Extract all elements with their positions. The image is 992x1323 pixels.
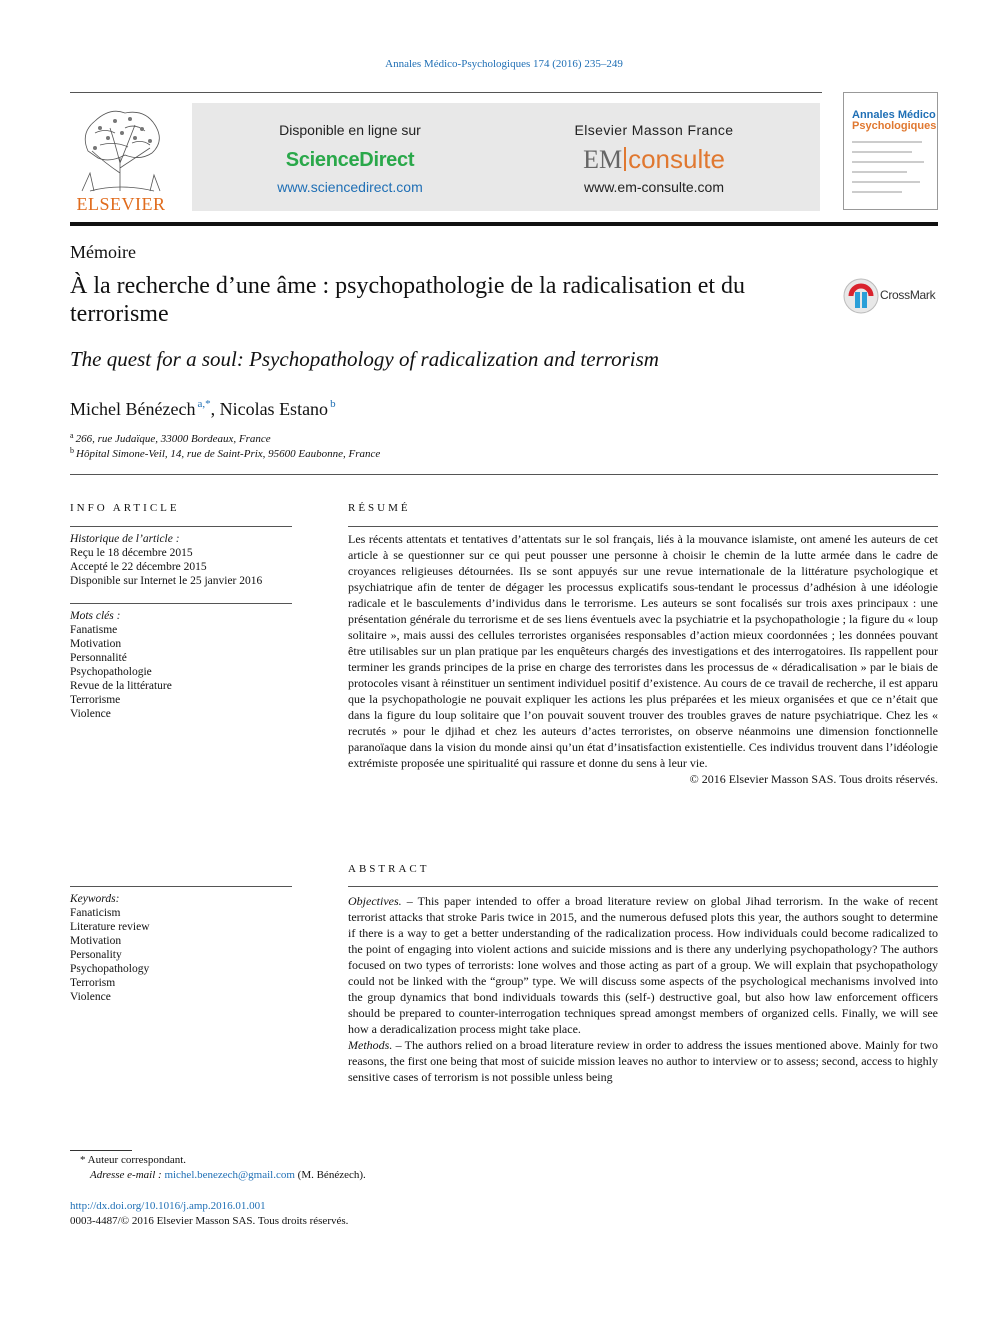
em-consulte-publisher: Elsevier Masson France	[574, 122, 734, 138]
article-title-en: The quest for a soul: Psychopathology of radicalization and terrorism	[70, 347, 659, 371]
sciencedirect-available-label: Disponible en ligne sur	[279, 122, 421, 138]
em-consulte-link[interactable]: www.em-consulte.com	[583, 179, 725, 195]
objectives-text: – This paper intended to offer a broad literature review on global Jihad terrorism. In the wake of recent terrorist attacks that stroke Paris twice in 2015, and the numerous defused plots this year, the authors sought to determine if there is a way to get a better understanding of the radicalization process. How individuals could become radicalized to the point of engaging into violent actions and suicide missions and is there any underlying psychopathology? The authors focused on two types of terrorists: lone wolves and those acting as part of a group. We will explain that psychopathology could not be linked with the “group” type. We will discuss some aspects of the psychological mechanisms involved into the group dynamics that bond individuals towards this (self-) destructive goal, but also how law enforcement officers should be prepared to counter-interrogation techniques spread amongst members of organized cells. Finally, we will see how a deradicalization process might take place.	[348, 894, 938, 1036]
history-label: Historique de l’article :	[70, 533, 180, 545]
journal-cover-thumbnail[interactable]	[843, 92, 938, 210]
resume-copyright: © 2016 Elsevier Masson SAS. Tous droits réservés.	[689, 772, 938, 786]
abstract-methods	[348, 1037, 938, 1085]
email-note	[90, 1168, 366, 1183]
keyword-fr: Motivation	[70, 638, 122, 650]
author-affiliation-marker[interactable]: a,*	[197, 398, 211, 410]
affiliation-marker: b	[70, 446, 74, 455]
header-rule	[70, 474, 938, 475]
affiliation-marker: a	[70, 431, 74, 440]
sciencedirect-link[interactable]: www.sciencedirect.com	[277, 179, 423, 195]
issn-copyright: 0003-4487/© 2016 Elsevier Masson SAS. Tous droits réservés.	[70, 1215, 349, 1227]
cover-line	[852, 191, 902, 193]
keywords-fr	[70, 609, 292, 721]
history-item: Disponible sur Internet le 25 janvier 2016	[70, 575, 263, 587]
keyword-en: Psychopathology	[70, 963, 150, 975]
keyword-fr: Revue de la littérature	[70, 680, 172, 692]
resume-heading: RÉSUMÉ	[348, 502, 411, 514]
keyword-en: Personality	[70, 949, 122, 961]
banner-rule	[70, 222, 938, 226]
abstract-rule	[348, 886, 938, 887]
keyword-fr: Fanatisme	[70, 624, 118, 636]
journal-reference[interactable]: Annales Médico-Psychologiques 174 (2016) 235–249	[385, 58, 623, 70]
methods-text: – The authors relied on a broad literature review in order to address the issues mentioned above. Mainly for two reasons, the first one being that most of suicide mission leaves no author to interview or to assess; second, access to highly sensitive cases of terrorism is not possible unless being	[348, 1038, 938, 1084]
article-section-type: Mémoire	[70, 242, 136, 262]
keyword-fr: Personnalité	[70, 652, 127, 664]
keyword-en: Literature review	[70, 921, 150, 933]
resume-body	[348, 531, 938, 787]
cover-title-2: Psychologiques	[852, 120, 937, 132]
keywords-fr-label: Mots clés :	[70, 610, 121, 622]
em-consulte-logo-consulte: consulte	[628, 144, 725, 174]
em-consulte-logo	[504, 144, 804, 175]
article-history	[70, 532, 292, 588]
cover-line	[852, 151, 912, 153]
cover-line	[852, 141, 922, 143]
cover-line	[852, 161, 924, 163]
keyword-en: Fanaticism	[70, 907, 121, 919]
info-article-heading: INFO ARTICLE	[70, 502, 180, 514]
article-title-fr: À la recherche d’une âme : psychopathologie de la radicalisation et du terrorisme	[70, 273, 746, 327]
author-separator: ,	[210, 399, 216, 419]
objectives-label: Objectives.	[348, 894, 402, 908]
elsevier-wordmark: ELSEVIER	[76, 194, 166, 214]
em-consulte-logo-em: EM	[583, 145, 623, 174]
keyword-fr: Violence	[70, 708, 111, 720]
author-affiliation-marker[interactable]: b	[330, 398, 336, 410]
keyword-fr: Terrorisme	[70, 694, 121, 706]
keywords-en-label: Keywords:	[70, 893, 120, 905]
crossmark-label[interactable]: CrossMark	[880, 288, 936, 302]
email-link[interactable]: michel.benezech@gmail.com	[164, 1169, 295, 1181]
author-list	[70, 398, 336, 420]
author-name: Michel Bénézech	[70, 399, 196, 419]
author-name: Nicolas Estano	[219, 399, 329, 419]
info-rule	[70, 886, 292, 887]
cover-line	[852, 181, 920, 183]
resume-rule	[348, 526, 938, 527]
abstract-body	[348, 893, 938, 1085]
affiliation	[70, 431, 271, 445]
abstract-heading: ABSTRACT	[348, 863, 430, 875]
cover-title-1: Annales Médico	[852, 109, 936, 121]
history-item: Reçu le 18 décembre 2015	[70, 547, 193, 559]
info-rule	[70, 526, 292, 527]
corresponding-author-note	[80, 1153, 186, 1168]
affiliation	[70, 446, 380, 460]
resume-paragraph: Les récents attentats et tentatives d’attentats sur le sol français, liés à la mouvance islamiste, ont amené les auteurs de cet article à se questionner sur ce qui peut pousser une personne à choisir le chemin de la lutte armée dans le cadre de croyances religieuses détournées. Ils se sont appuyés sur une revue internationale de la littérature psychologique et psychiatrique afin de tenter de dégager les processus explicatifs sous-tendant le processus d’adhésion à une idéologie radicale et le basculements d’individus dans le terrorisme. Les auteurs se sont focalisés sur trois axes principaux : une présentation générale du terrorisme et de ses liens éventuels avec la psychiatrie et la psychopathologie ; la figure du « loup solitaire », mais aussi des cellules terroristes organisées responsables d’action mieux coordonnées ; les données pouvant être utilisables sur un plan pratique par les enquêteurs chargés des investigations et des interrogatoires. Ils rappellent pour terminer les grands principes de la prise en charge des terroristes dans les processus de « déradicalisation » par le biais de protocoles visant à réinstituer un sentiment individuel positif d’existence. Au cours de ce travail de recherche, il est apparu que la psychopathologie ne pouvait expliquer les actions les plus préparées et les mieux organisées et que ce n’était que dans la figure du loup solitaire que l’on pouvait souvent trouver des troubles graves de nature psychiatrique. Chez les « recrutés » pour le djihad et chez les auteurs d’actes terroristes, on observe néanmoins une dimension fonctionnelle paranoïaque dans la vision du monde ainsi qu’un état d’insatisfaction existentielle. Ces individus trouvent dans l’idéologie extrémiste proposée une spiritualité qui rassure et donne du sens à leur vie.	[348, 532, 938, 770]
methods-label: Methods.	[348, 1038, 393, 1052]
abstract-objectives	[348, 893, 938, 1037]
affiliation-text: 266, rue Judaïque, 33000 Bordeaux, France	[75, 433, 271, 445]
info-rule	[70, 603, 292, 604]
email-owner: (M. Bénézech).	[297, 1169, 366, 1181]
keyword-en: Violence	[70, 991, 111, 1003]
email-label: Adresse e-mail :	[90, 1169, 162, 1181]
cover-line	[852, 171, 907, 173]
keywords-en	[70, 892, 292, 1004]
affiliation-text: Hôpital Simone-Veil, 14, rue de Saint-Prix, 95600 Eaubonne, France	[76, 448, 381, 460]
em-consulte-logo-bar	[624, 147, 626, 171]
sciencedirect-logo: ScienceDirect	[285, 149, 415, 171]
footnote-rule	[70, 1150, 132, 1151]
keyword-fr: Psychopathologie	[70, 666, 152, 678]
corresponding-label: Auteur correspondant.	[87, 1154, 187, 1166]
history-item: Accepté le 22 décembre 2015	[70, 561, 207, 573]
footnote-star: *	[80, 1154, 86, 1166]
doi-link[interactable]: http://dx.doi.org/10.1016/j.amp.2016.01.001	[70, 1200, 266, 1212]
keyword-en: Motivation	[70, 935, 122, 947]
keyword-en: Terrorism	[70, 977, 116, 989]
banner-top-rule	[70, 92, 822, 93]
